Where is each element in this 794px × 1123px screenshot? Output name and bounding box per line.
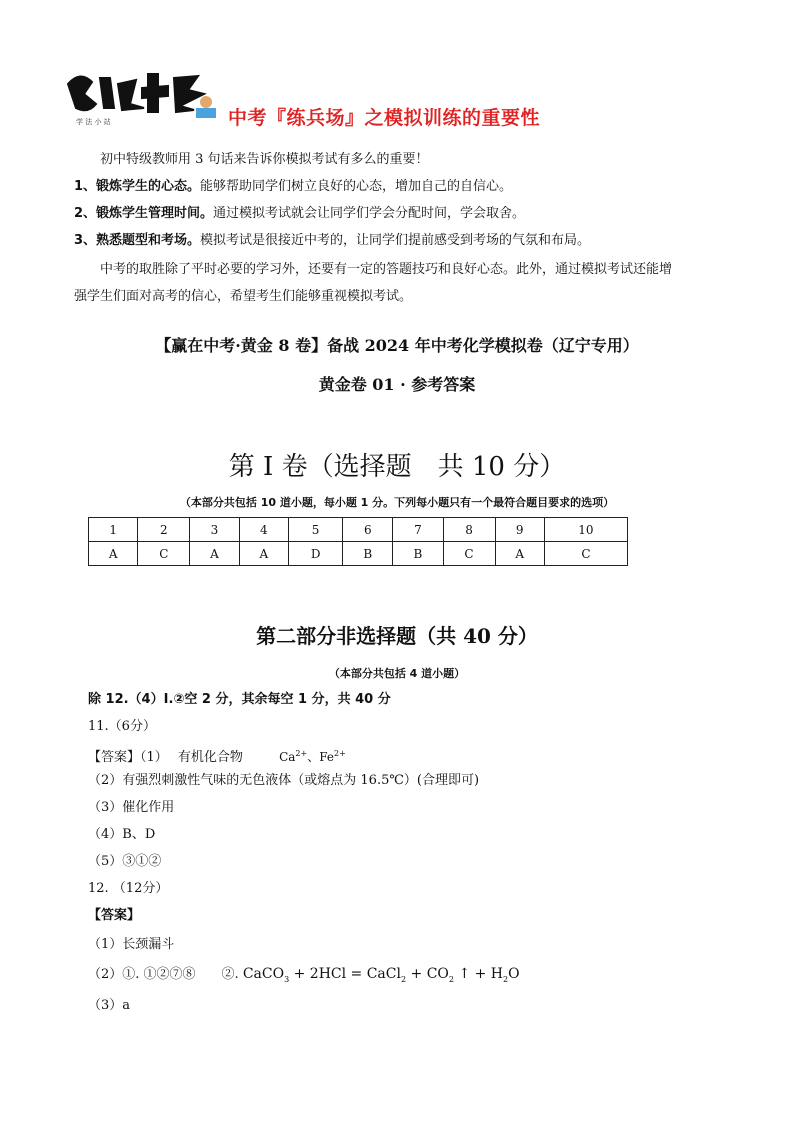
exam-subtitle: 黄金卷 01 · 参考答案: [318, 375, 476, 394]
ion-fe: 、Fe: [307, 750, 334, 764]
table-cell: 3: [190, 518, 239, 542]
answer-table: [88, 517, 628, 566]
q12-answer-1: （1）长颈漏斗: [88, 937, 175, 952]
table-cell: 9: [495, 518, 544, 542]
svg-text:学 法 小 站: 学 法 小 站: [76, 118, 111, 126]
point-3-bold: 3、熟悉题型和考场。: [74, 233, 201, 248]
section-2-note: （本部分共包括 4 道小题）: [328, 667, 466, 680]
table-row-answers: [89, 542, 628, 566]
q11-answer-1: [88, 745, 346, 767]
eq-part: O: [508, 966, 520, 982]
table-cell: D: [289, 542, 343, 566]
table-row-numbers: [89, 518, 628, 542]
table-cell: A: [190, 542, 239, 566]
q11-answer-3: （3）催化作用: [88, 800, 175, 815]
eq-sub: 2: [503, 974, 509, 984]
q11-answer-5: （5）③①②: [88, 854, 162, 869]
answer-label: 【答案】（1）: [88, 750, 168, 765]
table-cell: 4: [239, 518, 288, 542]
eq-part: + 2HCl = CaCl: [289, 966, 401, 982]
point-1-bold: 1、锻炼学生的心态。: [74, 179, 201, 194]
eq-part: ↑ + H: [454, 966, 504, 982]
q12-header: 12. （12分）: [88, 881, 169, 896]
exam-title: 【赢在中考·黄金 8 卷】备战 2024 年中考化学模拟卷（辽宁专用）: [155, 336, 639, 355]
q11-ans1-text: 有机化合物: [177, 750, 243, 765]
ion-fe-charge: 2+: [334, 749, 346, 758]
table-cell: B: [393, 542, 443, 566]
intro-point-1: [74, 178, 512, 196]
table-cell: 6: [343, 518, 393, 542]
intro-point-2: [74, 205, 525, 223]
eq-part: CaCO: [242, 966, 285, 982]
eq-sub: 2: [448, 974, 454, 984]
point-1-text: 能够帮助同学们树立良好的心态，增加自己的自信心。: [200, 179, 513, 194]
table-cell: A: [495, 542, 544, 566]
equation: [243, 966, 520, 982]
table-cell: 7: [393, 518, 443, 542]
table-cell: 2: [138, 518, 190, 542]
eq-sub: 2: [400, 974, 407, 984]
table-cell: A: [89, 542, 138, 566]
q11-answer-4: （4）B、D: [88, 827, 156, 842]
intro-point-3: [74, 232, 590, 250]
table-cell: B: [343, 542, 393, 566]
eq-sub: 3: [284, 974, 290, 984]
q12-answer-2: [88, 965, 520, 989]
eq-part: + CO: [406, 966, 449, 982]
section-2-title: 第二部分非选择题（共 40 分）: [256, 624, 538, 648]
intro-closing-1: 中考的取胜除了平时必要的学习外，还要有一定的答题技巧和良好心态。此外，通过模拟考试还能增: [100, 262, 673, 277]
table-cell: C: [138, 542, 190, 566]
table-cell: C: [443, 542, 495, 566]
point-2-text: 通过模拟考试就会让同学们学会分配时间，学会取舍。: [213, 206, 526, 221]
q11-ions: [279, 750, 346, 764]
q12-ans2-prefix: （2）①. ①②⑦⑧ ②.: [88, 967, 243, 982]
intro-closing-2: 强学生们面对高考的信心，希望考生们能够重视模拟考试。: [74, 289, 413, 304]
intro-lead: 初中特级教师用 3 句话来告诉你模拟考试有多么的重要！: [100, 152, 429, 167]
table-cell: C: [544, 542, 627, 566]
ion-ca: Ca: [279, 750, 296, 764]
section-1-note: （本部分共包括 10 道小题，每小题 1 分。下列每小题只有一个最符合题目要求的选项）: [179, 496, 615, 509]
point-3-text: 模拟考试是很接近中考的，让同学们提前感受到考场的气氛和布局。: [200, 233, 591, 248]
logo: [58, 64, 218, 130]
ion-ca-charge: 2+: [295, 749, 308, 758]
scoring-note: 除 12.（4）Ⅰ.②空 2 分，其余每空 1 分，共 40 分: [88, 692, 391, 707]
point-2-bold: 2、锻炼学生管理时间。: [74, 206, 214, 221]
table-cell: 10: [544, 518, 627, 542]
table-cell: A: [239, 542, 288, 566]
table-cell: 8: [443, 518, 495, 542]
section-1-title: 第 I 卷（选择题 共 10 分）: [228, 452, 566, 482]
q12-answer-3: （3）a: [88, 998, 131, 1013]
table-cell: 5: [289, 518, 343, 542]
q11-answer-2: （2）有强烈刺激性气味的无色液体（或熔点为 16.5℃）(合理即可): [88, 773, 480, 788]
q11-header: 11.（6分）: [88, 719, 156, 734]
q12-answer-label: 【答案】: [88, 908, 141, 923]
intro-title: 中考『练兵场』之模拟训练的重要性: [228, 107, 541, 129]
table-cell: 1: [89, 518, 138, 542]
